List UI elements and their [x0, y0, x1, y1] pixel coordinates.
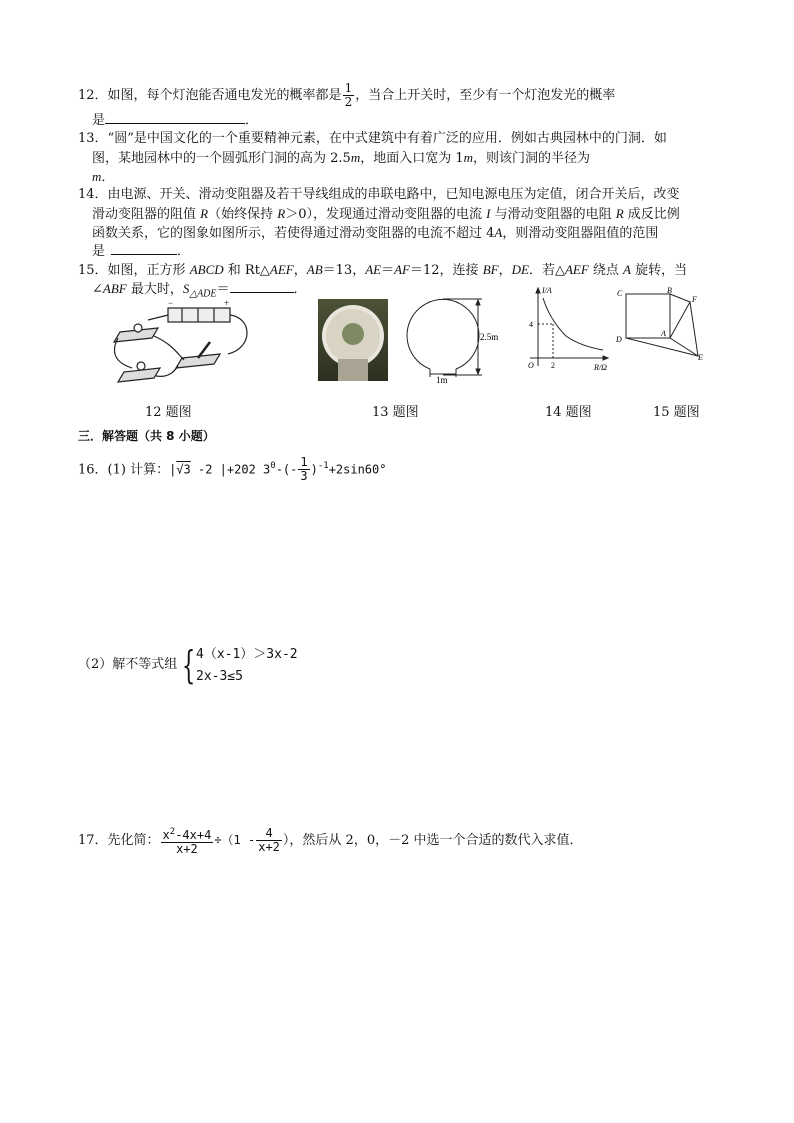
q14-line3 [92, 224, 658, 243]
q12-number: 12． [78, 88, 108, 103]
fig14-origin: O [528, 361, 534, 370]
q15-abf: ABF [102, 281, 127, 296]
q16-exp-neg1: -1 [317, 461, 329, 471]
q17-fraction-2 [256, 827, 282, 854]
q15-angle-sign: ∠ [92, 282, 103, 297]
q16-frac-num: 1 [300, 455, 308, 470]
q16-close: ) [310, 462, 318, 477]
q13-end: ． [101, 170, 115, 185]
fig15-label-c: C [617, 289, 623, 298]
q14-l2-c: ＞0），发现通过滑动变阻器的电流 [285, 207, 487, 222]
q15-de: DE [511, 262, 529, 277]
q15-l1-f: ＝12，连接 [410, 263, 483, 278]
q15-ab: AB [306, 262, 323, 277]
fig12-circuit [108, 298, 258, 384]
q13-unit-m2: m [463, 150, 473, 165]
battery-pack [168, 308, 230, 322]
q16-inequality-1: 4（x-1）＞3x-2 [196, 647, 298, 662]
q16-frac-den: 3 [300, 469, 308, 484]
q15-answer-blank [230, 280, 294, 293]
q13-unit-m1: m [350, 150, 361, 165]
q13-line1 [78, 130, 667, 148]
q16-inequality-2: 2x-3≤5 [196, 669, 243, 684]
q15-line1 [78, 261, 687, 280]
q12-text-c: 是 [92, 113, 106, 128]
q15-l2-b: 最大时， [126, 282, 183, 297]
q12-frac-numerator: 1 [344, 81, 353, 95]
q12-text-a: 如图，每个灯泡能否通电发光的概率都是 [107, 88, 342, 103]
fig13-height-label: 2.5m [480, 332, 499, 342]
q14-var-R1: R [200, 206, 209, 221]
q14-l2-a: 滑动变阻器的阻值 [92, 207, 201, 222]
caption-fig13: 13 题图 [372, 405, 419, 420]
q15-ae: AE [365, 262, 382, 277]
q14-unit-A: A [494, 225, 503, 240]
q16-brace: { [182, 643, 196, 687]
q15-number: 15． [78, 263, 108, 278]
q14-number: 14． [78, 187, 108, 202]
q13-line2 [92, 149, 590, 168]
q12-fraction [343, 82, 355, 109]
q17-line [78, 822, 583, 859]
q17-fraction-1 [161, 826, 214, 856]
q17-den: x+2 [176, 841, 198, 856]
q15-point-a: A [623, 262, 631, 277]
svg-text:−: − [168, 298, 174, 308]
q17-tail: ），然后从 2，0，－2 中选一个合适的数代入求值． [282, 833, 583, 848]
q15-l1-g: ， [498, 263, 512, 278]
triangle-aef [670, 302, 698, 356]
q14-end: ． [177, 244, 191, 259]
fig13-gate-photo [318, 299, 388, 381]
fig14-x-label: R/Ω [594, 363, 607, 372]
caption-fig14: 14 题图 [545, 405, 592, 420]
q14-l1: 由电源、开关、滑动变阻器及若干导线组成的串联电路中，已知电源电压为定值，闭合开关后，改变 [107, 187, 680, 202]
q16-exp-zero: 0 [270, 461, 276, 471]
q14-l2-e: 成反比例 [623, 207, 680, 222]
q13-unit-m3: m [92, 169, 102, 184]
section-3-heading: 三．解答题（共 8 小题） [78, 429, 215, 443]
q14-line1 [78, 186, 680, 204]
q14-line2 [92, 205, 680, 224]
q14-l2-d: 与滑动变阻器的电阻 [490, 207, 616, 222]
caption-fig12: 12 题图 [145, 405, 192, 420]
q12-answer-blank [105, 111, 245, 124]
q12-text-b: ，当合上开关时，至少有一个灯泡发光的概率 [355, 88, 616, 103]
fig13-circle-diagram [400, 297, 510, 383]
fig14-graph [508, 284, 618, 374]
q14-l3-b: ，则滑动变阻器阻值的范围 [502, 226, 659, 241]
q16-sqrt3: √3 [176, 462, 191, 477]
q14-answer-blank [111, 242, 177, 255]
q15-l1-h: ．若△ [528, 263, 565, 278]
q15-l1-i: 绕点 [588, 263, 624, 278]
q15-l2-c: ＝ [216, 282, 230, 297]
fig15-geometry [612, 286, 708, 364]
q15-area-sub: △ADE [189, 288, 217, 300]
q17-f2-num: 4 [256, 827, 282, 841]
q16-part2-label: （2）解不等式组 [78, 657, 178, 672]
q15-abcd: ABCD [189, 262, 224, 277]
arch-circle [407, 299, 479, 369]
q14-l2-b: （始终保持 [208, 207, 278, 222]
q16-minus: -(- [275, 462, 298, 477]
fig15-label-a: A [661, 329, 666, 338]
q17-num-rest: -4x+4 [175, 827, 212, 842]
fig14-x-tick: 2 [551, 361, 555, 370]
fig15-label-b: B [667, 286, 672, 295]
q17-div: ÷（1 - [214, 833, 256, 847]
q16-part1-label: 16．(1) 计算： [78, 462, 170, 478]
q15-aef: AEF [269, 262, 294, 277]
q17-label: 17．先化简： [78, 833, 160, 848]
q15-area-s: S [182, 281, 190, 296]
q15-l1-c: ， [293, 263, 307, 278]
q15-af: AF [394, 262, 410, 277]
q16-part1 [78, 455, 386, 483]
q12-line2 [92, 111, 258, 130]
q15-l1-e: ＝ [381, 263, 395, 278]
q12-frac-denominator: 2 [344, 95, 353, 109]
fig15-label-e: E [698, 353, 703, 362]
q15-l1-j: 旋转，当 [630, 263, 688, 278]
q15-l1-b: 和 Rt△ [223, 263, 270, 278]
q14-var-R3: R [615, 206, 624, 221]
q15-aef2: AEF [564, 262, 589, 277]
q15-end: ． [293, 282, 307, 297]
fig15-label-d: D [616, 335, 622, 344]
q17-num-x: x [162, 827, 170, 842]
q15-bf: BF [482, 262, 499, 277]
q13-l2-a: 图，某地园林中的一个圆弧形门洞的高为 2.5 [92, 151, 351, 166]
q14-var-R2: R [277, 206, 286, 221]
q14-l3-a: 函数关系，它的图象如图所示，若使得通过滑动变阻器的电流不超过 4 [92, 226, 495, 241]
fig15-label-f: F [692, 295, 697, 304]
fig14-y-label: I/A [542, 286, 552, 295]
q12-end: ． [245, 113, 259, 128]
fig14-y-tick: 4 [529, 320, 533, 329]
q16-tail: +2sin60° [328, 462, 387, 477]
q17-num-sup: 2 [169, 826, 176, 837]
q16-fraction [298, 456, 309, 483]
q12-line1 [78, 82, 615, 109]
q14-var-I: I [486, 206, 491, 221]
svg-text:+: + [224, 298, 230, 308]
q13-line3 [92, 168, 114, 187]
q13-l1: “圆”是中国文化的一个重要精神元素，在中式建筑中有着广泛的应用．例如古典园林中的门洞．如 [107, 131, 667, 146]
q14-line4 [92, 242, 190, 261]
q17-f2-den: x+2 [258, 840, 280, 854]
q13-number: 13． [78, 131, 108, 146]
caption-fig15: 15 题图 [653, 405, 700, 420]
q15-l1-d: ＝13， [322, 263, 366, 278]
q13-l2-b: ，地面入口宽为 1 [360, 151, 464, 166]
fig13-width-label: 1m [436, 375, 448, 383]
q16-abs-open: | [169, 462, 177, 477]
q13-l2-c: ，则该门洞的半径为 [473, 151, 591, 166]
q14-l4: 是 [92, 244, 106, 259]
q15-l1-a: 如图，正方形 [107, 263, 190, 278]
q16-abs-rest: -2 |+202 3 [190, 462, 271, 477]
